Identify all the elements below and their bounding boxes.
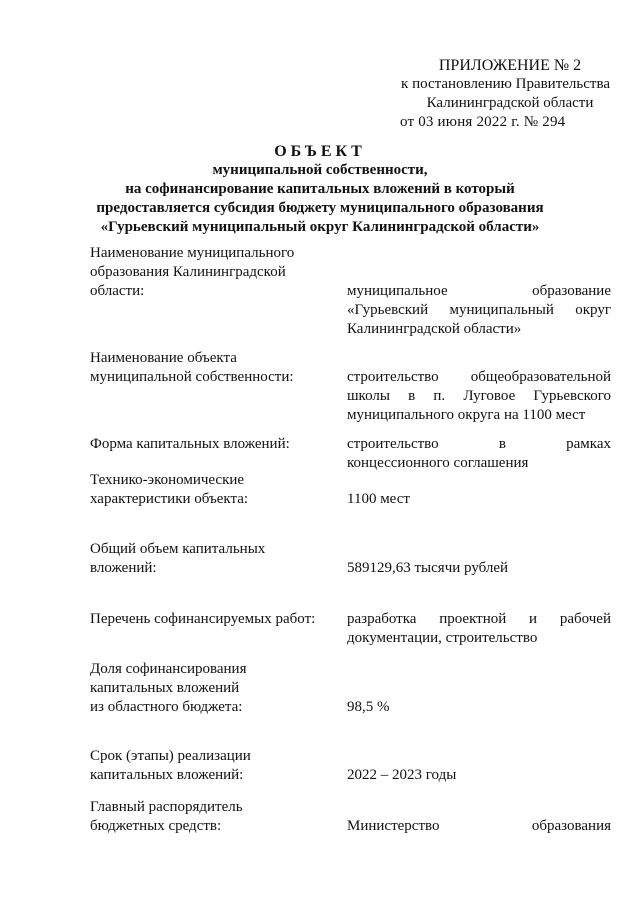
label-line: капитальных вложений: <box>90 767 244 783</box>
field-value <box>347 817 611 836</box>
field-value <box>347 368 611 425</box>
field-value <box>347 559 611 578</box>
value-line: 1100 мест <box>347 491 410 507</box>
field-label <box>90 747 340 785</box>
field-label <box>90 435 340 454</box>
value-line: строительство в рамках <box>347 436 611 452</box>
value-line: строительство общеобразовательной <box>347 369 611 385</box>
label-line: Общий объем капитальных <box>90 541 266 557</box>
field-label <box>90 660 340 717</box>
value-line: 98,5 % <box>347 699 390 715</box>
annex-line-3: от 03 июня 2022 г. № 294 <box>400 114 566 130</box>
title-line-2: на софинансирование капитальных вложений в который <box>125 181 515 197</box>
label-line: муниципальной собственности: <box>90 369 294 385</box>
label-line: Срок (этапы) реализации <box>90 748 251 764</box>
label-line: бюджетных средств: <box>90 818 222 834</box>
value-line: Министерство образования <box>347 818 611 834</box>
label-line: вложений: <box>90 560 157 576</box>
label-line: Доля софинансирования <box>90 661 247 677</box>
value-line: документации, строительство <box>347 630 538 646</box>
field-value <box>347 490 611 509</box>
title-line-3: предоставляется субсидия бюджету муниципального образования <box>96 200 544 216</box>
label-line: Наименование муниципального <box>90 245 295 261</box>
label-line: Главный распорядитель <box>90 799 243 815</box>
field-value <box>347 698 611 717</box>
value-line: концессионного соглашения <box>347 455 529 471</box>
label-line: из областного бюджета: <box>90 699 243 715</box>
label-line: капитальных вложений <box>90 680 240 696</box>
label-line: области: <box>90 283 145 299</box>
annex-block <box>380 56 640 132</box>
value-line: 2022 – 2023 годы <box>347 767 457 783</box>
label-line: Технико-экономические <box>90 472 245 488</box>
title-word: ОБЪЕКТ <box>274 143 366 160</box>
label-line: образования Калининградской <box>90 264 286 280</box>
value-line: муниципального округа на 1100 мест <box>347 407 586 423</box>
field-value <box>347 282 611 339</box>
value-line: «Гурьевский муниципальный округ <box>347 302 611 318</box>
label-line: Наименование объекта <box>90 350 237 366</box>
value-line: Калининградской области» <box>347 321 522 337</box>
document-title <box>0 142 640 237</box>
field-label <box>90 244 340 301</box>
value-line: муниципальное образование <box>347 283 611 299</box>
value-line: разработка проектной и рабочей <box>347 611 611 627</box>
field-label <box>90 471 340 509</box>
label-line: Перечень софинансируемых работ: <box>90 611 316 627</box>
value-line: школы в п. Луговое Гурьевского <box>347 388 611 404</box>
field-label <box>90 798 340 836</box>
annex-line-2: Калининградской области <box>426 95 594 111</box>
value-line: 589129,63 тысячи рублей <box>347 560 509 576</box>
label-line: Форма капитальных вложений: <box>90 436 290 452</box>
field-value <box>347 766 611 785</box>
annex-title: ПРИЛОЖЕНИЕ № 2 <box>438 57 582 74</box>
field-value <box>347 435 611 473</box>
title-line-4: «Гурьевский муниципальный округ Калининградской области» <box>100 219 540 235</box>
field-label <box>90 349 340 387</box>
field-label <box>90 610 340 629</box>
field-label <box>90 540 340 578</box>
title-line-1: муниципальной собственности, <box>212 162 428 178</box>
annex-line-1: к постановлению Правительства <box>401 76 610 92</box>
label-line: характеристики объекта: <box>90 491 249 507</box>
field-value <box>347 610 611 648</box>
